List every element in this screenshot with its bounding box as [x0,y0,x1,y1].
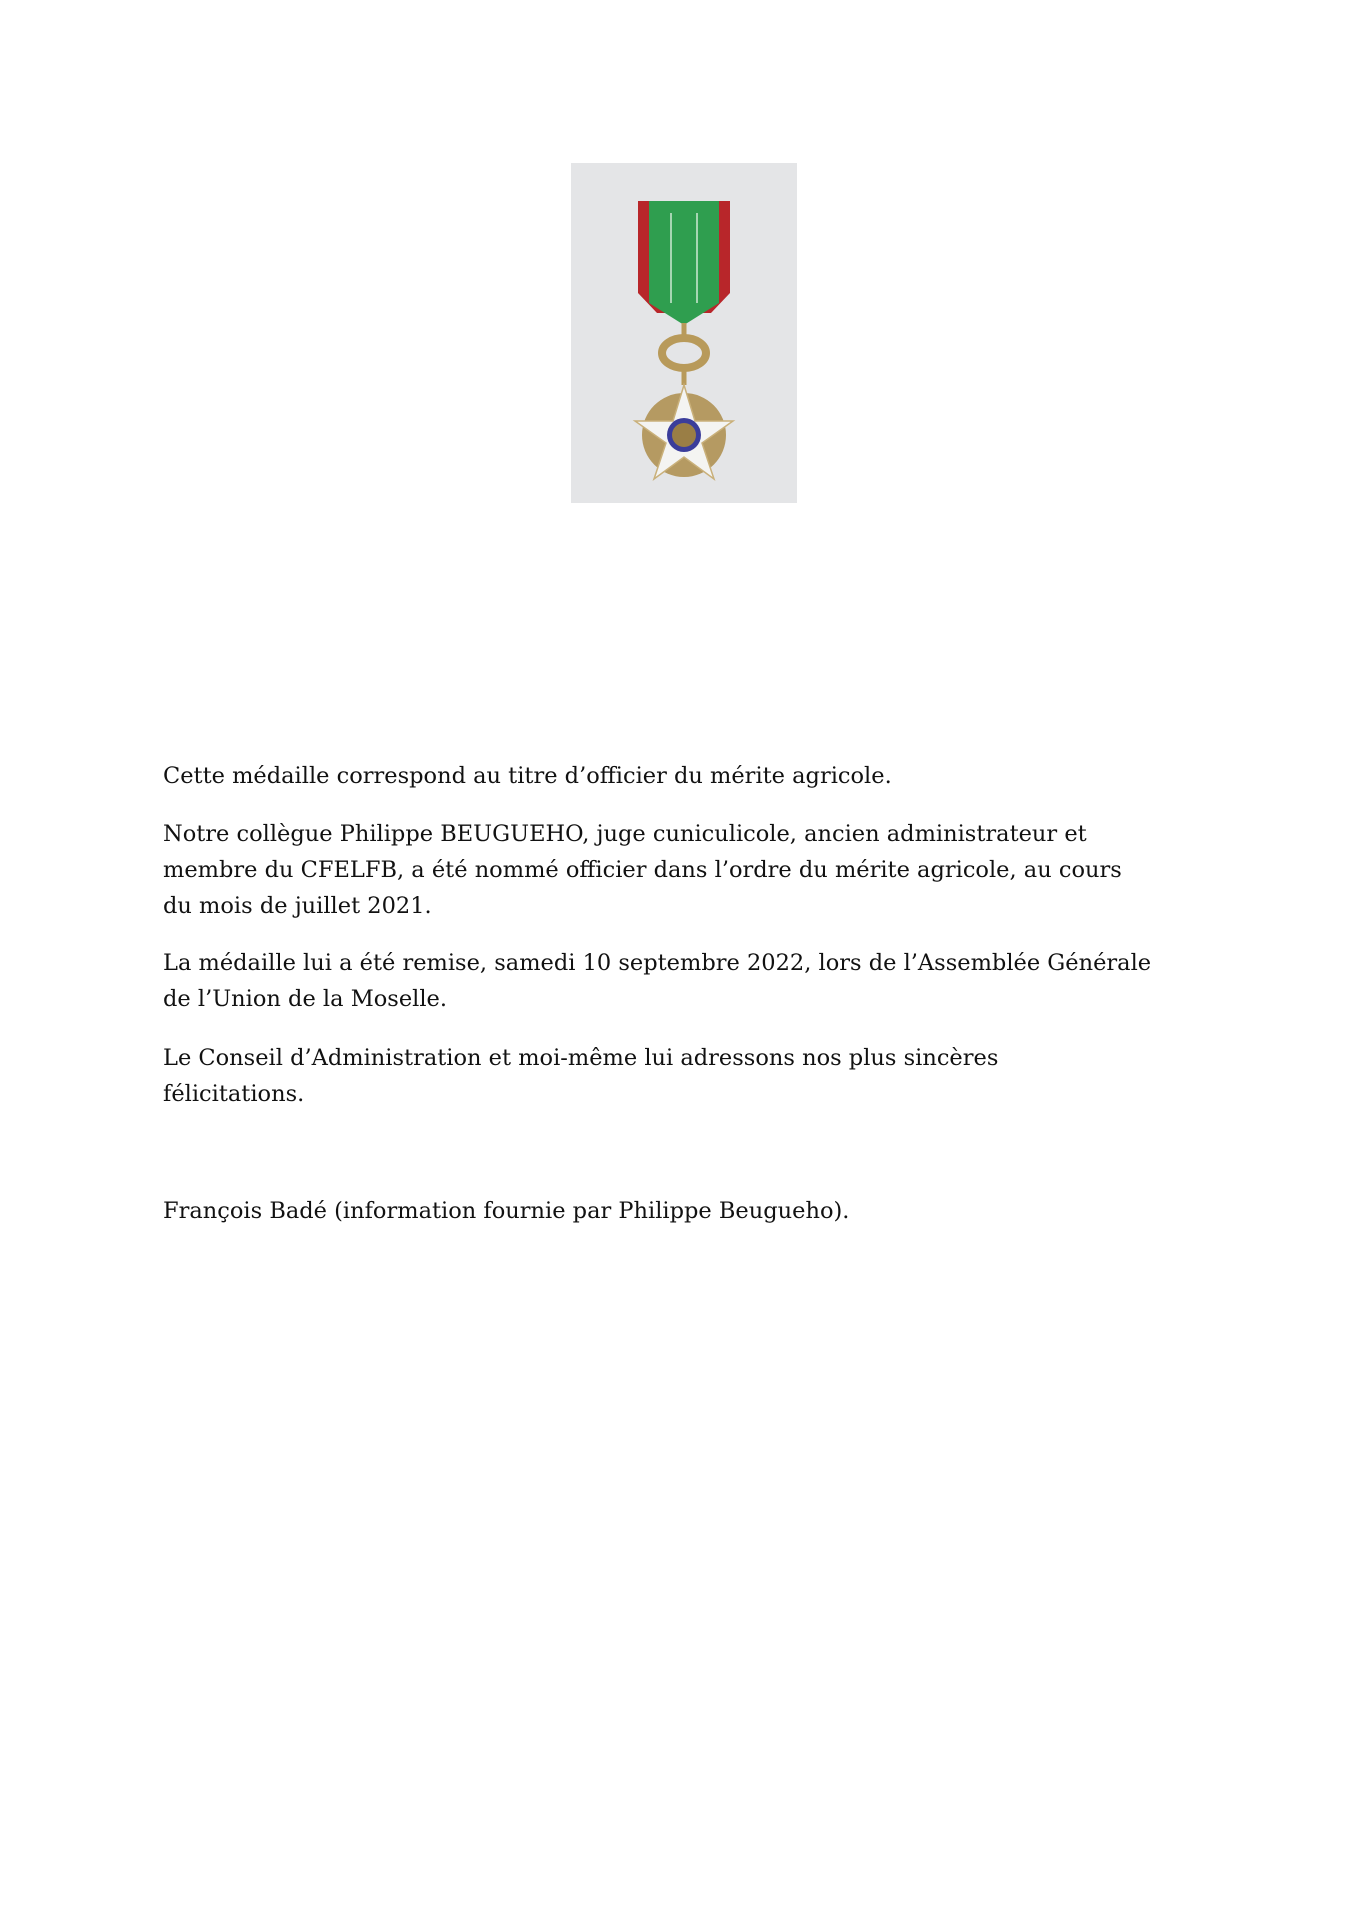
text-line: Notre collègue Philippe BEUGUEHO, juge cuniculicole, ancien administrateur et [163,821,1087,847]
text-line: François Badé (information fournie par Philippe Beugueho). [163,1198,850,1224]
medal-photo [571,163,797,503]
ribbon-green [649,201,719,325]
text-line: La médaille lui a été remise, samedi 10 septembre 2022, lors de l’Assemblée Générale [163,950,1152,976]
medal-illustration [571,163,797,503]
text-line: du mois de juillet 2021. [163,893,432,919]
text-line: Cette médaille correspond au titre d’officier du mérite agricole. [163,763,892,789]
text-line: félicitations. [163,1081,305,1107]
paragraph-3 [163,945,1223,1017]
text-line: de l’Union de la Moselle. [163,986,447,1012]
text-line: membre du CFELFB, a été nommé officier dans l’ordre du mérite agricole, au cours [163,857,1122,883]
text-line: Le Conseil d’Administration et moi-même lui adressons nos plus sincères [163,1045,999,1071]
signature [163,1193,1223,1229]
paragraph-2 [163,816,1223,924]
paragraph-1 [163,758,1223,794]
paragraph-4 [163,1040,1223,1112]
